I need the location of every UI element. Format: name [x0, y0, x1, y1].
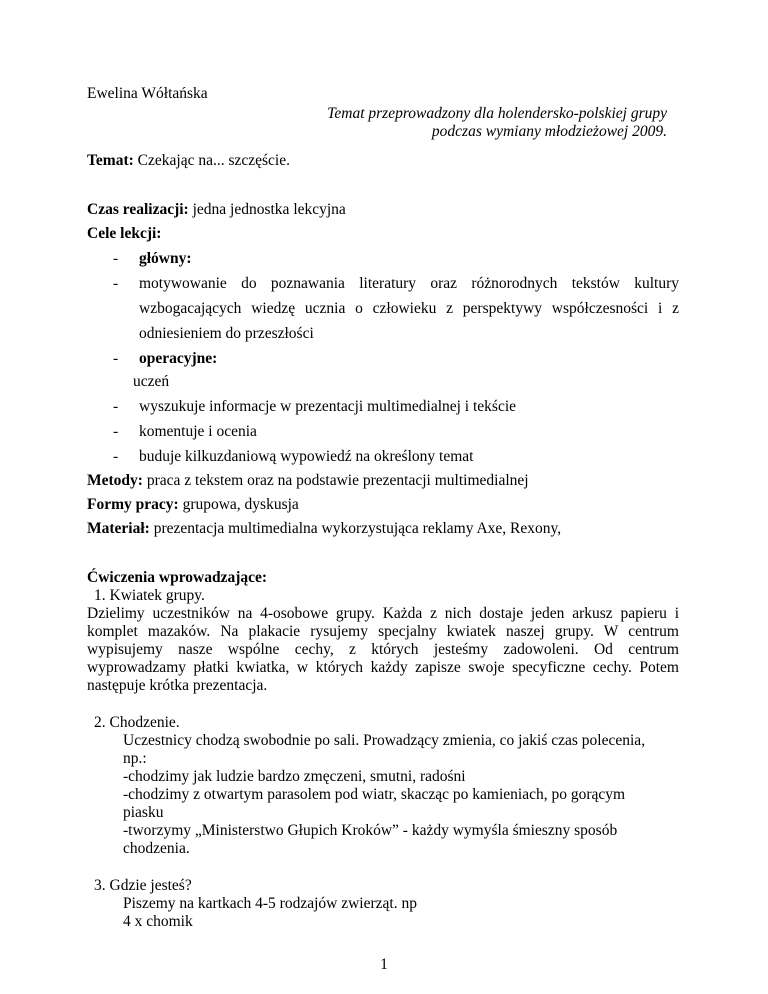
main-goal-line-2: wzbogacających wiedzę ucznia o człowieku z perspektywy współczesności i z — [139, 300, 679, 317]
exercise-1-line: wyprowadzamy płatki kwiatka, w których każdy zapisze swoje specyficzne cechy. Potem — [87, 659, 679, 676]
exercise-1-line: wypisujemy nasze wspólne cechy, z których jesteśmy zadowoleni. Od centrum — [87, 641, 679, 658]
topic-line — [87, 152, 290, 170]
exercise-3-title: 3. Gdzie jesteś? — [94, 877, 192, 894]
main-goal-line-3: odniesieniem do przeszłości — [139, 325, 314, 342]
material-value: prezentacja multimedialna wykorzystująca reklamy Axe, Rexony, — [149, 520, 562, 537]
forms-label: Formy pracy: — [87, 496, 179, 513]
exercises-title: Ćwiczenia wprowadzające: — [87, 569, 268, 586]
main-goal-line-1: motywowanie do poznawania literatury oraz różnorodnych tekstów kultury — [139, 275, 679, 292]
topic-value: Czekając na... szczęście. — [133, 152, 290, 169]
bullet-dash: - — [113, 448, 119, 465]
time-value: jedna jednostka lekcyjna — [188, 201, 346, 218]
methods-label: Metody: — [87, 472, 143, 489]
bullet-dash: - — [113, 275, 119, 292]
exercise-1-line: następuje krótka prezentacja. — [87, 677, 268, 694]
note-line-1: Temat przeprowadzony dla holendersko-polskiej grupy — [327, 105, 667, 122]
forms-value: grupowa, dyskusja — [178, 496, 299, 513]
exercise-2-line: chodzenia. — [123, 840, 190, 857]
topic-label: Temat: — [87, 152, 134, 169]
page-number: 1 — [380, 956, 388, 973]
material-line — [87, 520, 561, 538]
methods-value: praca z tekstem oraz na podstawie prezentacji multimedialnej — [142, 472, 529, 489]
exercise-2-title: 2. Chodzenie. — [94, 714, 180, 731]
op-goal-item: buduje kilkuzdaniową wypowiedź na określony temat — [139, 448, 474, 465]
time-label: Czas realizacji: — [87, 201, 189, 218]
op-goal-label: operacyjne: — [139, 350, 218, 367]
time-line — [87, 201, 346, 219]
goals-label: Cele lekcji: — [87, 225, 162, 242]
exercise-1-line: Dzielimy uczestników na 4-osobowe grupy. Każda z nich dostaje jeden arkusz papieru i — [87, 605, 679, 622]
exercise-2-line: piasku — [123, 804, 164, 821]
exercise-2-line: -tworzymy „Ministerstwo Głupich Kroków” - każdy wymyśla śmieszny sposób — [123, 822, 618, 839]
bullet-dash: - — [113, 250, 119, 267]
exercise-2-line: -chodzimy z otwartym parasolem pod wiatr, skacząc po kamieniach, po gorącym — [123, 786, 626, 803]
exercise-2-line: np.: — [123, 750, 147, 767]
bullet-dash: - — [113, 423, 119, 440]
bullet-dash: - — [113, 398, 119, 415]
material-label: Materiał: — [87, 520, 150, 537]
methods-line — [87, 472, 529, 490]
main-goal-label: główny: — [139, 250, 192, 267]
bullet-dash: - — [113, 350, 119, 367]
exercise-2-line: Uczestnicy chodzą swobodnie po sali. Prowadzący zmienia, co jakiś czas polecenia, — [123, 732, 646, 749]
student-label: uczeń — [133, 373, 170, 390]
note-line-2: podczas wymiany młodzieżowej 2009. — [431, 123, 667, 140]
exercise-1-title: 1. Kwiatek grupy. — [94, 587, 205, 604]
exercise-3-line: Piszemy na kartkach 4-5 rodzajów zwierząt. np — [123, 895, 417, 912]
op-goal-item: komentuje i ocenia — [139, 423, 257, 440]
exercise-1-line: komplet mazaków. Na plakacie rysujemy specjalny kwiatek naszej grupy. W centrum — [87, 623, 679, 640]
forms-line — [87, 496, 299, 514]
author-name: Ewelina Wółtańska — [87, 85, 208, 102]
exercise-3-line: 4 x chomik — [123, 913, 193, 930]
exercise-2-line: -chodzimy jak ludzie bardzo zmęczeni, smutni, radośni — [123, 768, 466, 785]
op-goal-item: wyszukuje informacje w prezentacji multimedialnej i tekście — [139, 398, 517, 415]
